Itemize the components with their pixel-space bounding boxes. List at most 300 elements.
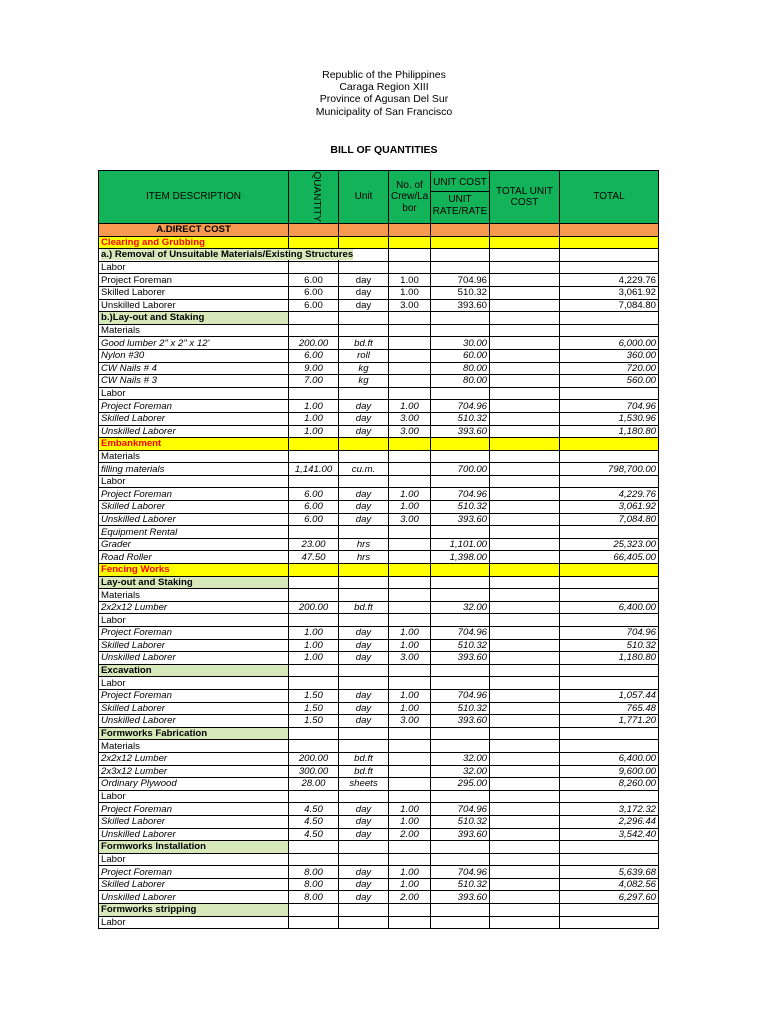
item-description-cell: Formworks stripping <box>99 904 289 917</box>
total-unit-cost-cell <box>490 639 560 652</box>
table-row <box>99 752 659 765</box>
quantity-cell: 4.50 <box>289 828 339 841</box>
item-description-cell: 2x3x12 Lumber <box>99 765 289 778</box>
total-cell: 9,600.00 <box>560 765 659 778</box>
total-cell <box>560 576 659 589</box>
item-description-cell: Road Roller <box>99 551 289 564</box>
item-description-cell: Lay-out and Staking <box>99 576 289 589</box>
item-description-cell: Materials <box>99 740 289 753</box>
header-line-region: Caraga Region XIII <box>339 81 429 94</box>
total-cell: 1,771.20 <box>560 715 659 728</box>
quantity-cell <box>289 677 339 690</box>
table-row <box>99 815 659 828</box>
unit-rate-cell: 704.96 <box>431 803 490 816</box>
unit-rate-cell <box>431 324 490 337</box>
item-description-cell: Formworks Fabrication <box>99 727 289 740</box>
item-description-cell: Project Foreman <box>99 488 289 501</box>
total-unit-cost-cell <box>490 916 560 929</box>
unit-cell: day <box>339 627 389 640</box>
crew-cell: 1.00 <box>389 627 431 640</box>
crew-cell <box>389 362 431 375</box>
total-cell: 1,180.80 <box>560 652 659 665</box>
unit-cell: day <box>339 652 389 665</box>
total-unit-cost-cell <box>490 475 560 488</box>
quantity-cell <box>289 916 339 929</box>
header-unit: Unit <box>339 171 389 224</box>
table-row <box>99 664 659 677</box>
document-title: BILL OF QUANTITIES <box>330 144 438 156</box>
total-unit-cost-cell <box>490 274 560 287</box>
total-unit-cost-cell <box>490 349 560 362</box>
quantity-cell: 1.50 <box>289 715 339 728</box>
total-unit-cost-cell <box>490 564 560 577</box>
crew-cell <box>389 261 431 274</box>
table-row <box>99 400 659 413</box>
total-cell: 1,057.44 <box>560 689 659 702</box>
unit-rate-cell <box>431 727 490 740</box>
total-cell <box>560 438 659 451</box>
item-description-cell: Skilled Laborer <box>99 878 289 891</box>
crew-cell <box>389 450 431 463</box>
quantity-cell <box>289 740 339 753</box>
item-description-cell: Project Foreman <box>99 274 289 287</box>
item-description-cell: Labor <box>99 677 289 690</box>
crew-cell: 1.00 <box>389 866 431 879</box>
unit-rate-cell <box>431 853 490 866</box>
unit-cell: roll <box>339 349 389 362</box>
total-cell <box>560 916 659 929</box>
crew-cell: 2.00 <box>389 828 431 841</box>
table-row <box>99 324 659 337</box>
item-description-cell: Project Foreman <box>99 689 289 702</box>
total-unit-cost-cell <box>490 702 560 715</box>
item-description-cell: Unskilled Laborer <box>99 652 289 665</box>
total-unit-cost-cell <box>490 576 560 589</box>
total-unit-cost-cell <box>490 853 560 866</box>
total-unit-cost-cell <box>490 324 560 337</box>
unit-rate-cell: 1,101.00 <box>431 538 490 551</box>
total-unit-cost-cell <box>490 513 560 526</box>
crew-cell: 3.00 <box>389 652 431 665</box>
quantity-cell: 47.50 <box>289 551 339 564</box>
unit-cell: day <box>339 891 389 904</box>
unit-cell <box>339 564 389 577</box>
crew-cell: 3.00 <box>389 299 431 312</box>
unit-cell <box>339 916 389 929</box>
total-unit-cost-cell <box>490 438 560 451</box>
crew-cell <box>389 853 431 866</box>
quantity-cell: 1.50 <box>289 702 339 715</box>
unit-cell <box>339 853 389 866</box>
unit-cell: day <box>339 815 389 828</box>
item-description-cell: Equipment Rental <box>99 526 289 539</box>
unit-rate-cell <box>431 438 490 451</box>
table-row <box>99 853 659 866</box>
total-unit-cost-cell <box>490 425 560 438</box>
unit-cell <box>339 677 389 690</box>
total-unit-cost-cell <box>490 249 560 262</box>
item-description-cell: Unskilled Laborer <box>99 425 289 438</box>
unit-rate-cell <box>431 249 490 262</box>
unit-cell: day <box>339 689 389 702</box>
unit-rate-cell: 704.96 <box>431 488 490 501</box>
quantity-cell: 6.00 <box>289 286 339 299</box>
item-description-cell: Unskilled Laborer <box>99 891 289 904</box>
quantity-cell: 1.00 <box>289 412 339 425</box>
unit-rate-cell: 393.60 <box>431 299 490 312</box>
table-row <box>99 501 659 514</box>
quantity-cell: 7.00 <box>289 375 339 388</box>
total-cell: 4,082.56 <box>560 878 659 891</box>
total-cell <box>560 589 659 602</box>
total-unit-cost-cell <box>490 841 560 854</box>
quantity-cell: 6.00 <box>289 488 339 501</box>
quantity-cell <box>289 475 339 488</box>
crew-cell <box>389 589 431 602</box>
quantity-cell: 8.00 <box>289 878 339 891</box>
item-description-cell: A.DIRECT COST <box>99 224 289 237</box>
unit-rate-cell: 32.00 <box>431 752 490 765</box>
item-description-cell: Unskilled Laborer <box>99 513 289 526</box>
unit-cell <box>339 589 389 602</box>
table-row <box>99 627 659 640</box>
unit-cell: hrs <box>339 538 389 551</box>
table-row <box>99 576 659 589</box>
total-cell <box>560 677 659 690</box>
total-cell <box>560 564 659 577</box>
unit-rate-cell: 700.00 <box>431 463 490 476</box>
quantity-cell: 23.00 <box>289 538 339 551</box>
item-description-cell: Good lumber 2" x 2" x 12' <box>99 337 289 350</box>
quantity-cell <box>289 312 339 325</box>
unit-rate-cell: 510.32 <box>431 412 490 425</box>
crew-cell: 1.00 <box>389 878 431 891</box>
unit-cell <box>339 387 389 400</box>
crew-cell <box>389 916 431 929</box>
total-unit-cost-cell <box>490 387 560 400</box>
total-unit-cost-cell <box>490 375 560 388</box>
crew-cell <box>389 677 431 690</box>
table-row <box>99 249 659 262</box>
quantity-cell <box>289 450 339 463</box>
quantity-cell: 28.00 <box>289 778 339 791</box>
table-row <box>99 727 659 740</box>
total-cell <box>560 904 659 917</box>
crew-cell <box>389 538 431 551</box>
unit-rate-cell <box>431 387 490 400</box>
total-unit-cost-cell <box>490 299 560 312</box>
quantity-cell: 4.50 <box>289 815 339 828</box>
item-description-cell: Skilled Laborer <box>99 412 289 425</box>
crew-cell: 1.00 <box>389 702 431 715</box>
unit-rate-cell <box>431 916 490 929</box>
unit-rate-cell <box>431 841 490 854</box>
total-unit-cost-cell <box>490 815 560 828</box>
unit-rate-cell: 393.60 <box>431 828 490 841</box>
crew-cell: 1.00 <box>389 400 431 413</box>
table-row <box>99 639 659 652</box>
unit-cell: bd.ft <box>339 337 389 350</box>
unit-cell <box>339 727 389 740</box>
unit-rate-cell: 32.00 <box>431 765 490 778</box>
total-cell: 720.00 <box>560 362 659 375</box>
unit-rate-cell <box>431 790 490 803</box>
total-cell <box>560 387 659 400</box>
quantity-cell <box>289 564 339 577</box>
table-row <box>99 488 659 501</box>
table-row <box>99 904 659 917</box>
crew-cell <box>389 551 431 564</box>
unit-rate-cell: 510.32 <box>431 286 490 299</box>
crew-cell <box>389 601 431 614</box>
item-description-cell: Unskilled Laborer <box>99 299 289 312</box>
item-description-cell: Labor <box>99 261 289 274</box>
total-cell: 704.96 <box>560 400 659 413</box>
table-row <box>99 538 659 551</box>
quantity-cell <box>289 841 339 854</box>
header-line-province: Province of Agusan Del Sur <box>319 93 449 106</box>
unit-rate-cell: 510.32 <box>431 501 490 514</box>
table-row <box>99 828 659 841</box>
total-cell: 3,172.32 <box>560 803 659 816</box>
item-description-cell: Excavation <box>99 664 289 677</box>
item-description-text: a.) Removal of Unsuitable Materials/Existing Structures <box>101 249 354 261</box>
item-description-cell: b.)Lay-out and Staking <box>99 312 289 325</box>
unit-cell: day <box>339 412 389 425</box>
total-unit-cost-cell <box>490 891 560 904</box>
item-description-cell: Grader <box>99 538 289 551</box>
unit-rate-cell <box>431 526 490 539</box>
table-row <box>99 475 659 488</box>
total-unit-cost-cell <box>490 752 560 765</box>
table-row <box>99 513 659 526</box>
unit-rate-cell: 704.96 <box>431 627 490 640</box>
table-row <box>99 412 659 425</box>
total-unit-cost-cell <box>490 652 560 665</box>
crew-cell: 2.00 <box>389 891 431 904</box>
item-description-cell: Skilled Laborer <box>99 501 289 514</box>
item-description-cell: Materials <box>99 589 289 602</box>
crew-cell <box>389 727 431 740</box>
crew-cell <box>389 664 431 677</box>
total-unit-cost-cell <box>490 538 560 551</box>
unit-cell <box>339 224 389 237</box>
unit-rate-cell: 1,398.00 <box>431 551 490 564</box>
total-cell <box>560 261 659 274</box>
quantity-cell <box>289 904 339 917</box>
item-description-cell: Labor <box>99 614 289 627</box>
table-row <box>99 274 659 287</box>
quantity-cell: 200.00 <box>289 601 339 614</box>
total-unit-cost-cell <box>490 236 560 249</box>
table-row <box>99 224 659 237</box>
table-header-row <box>99 171 659 224</box>
quantity-cell: 1,141.00 <box>289 463 339 476</box>
crew-cell <box>389 614 431 627</box>
quantity-cell: 1.00 <box>289 400 339 413</box>
total-unit-cost-cell <box>490 589 560 602</box>
unit-rate-cell <box>431 450 490 463</box>
total-cell <box>560 727 659 740</box>
unit-rate-cell: 704.96 <box>431 866 490 879</box>
crew-cell <box>389 904 431 917</box>
total-cell: 510.32 <box>560 639 659 652</box>
table-row <box>99 803 659 816</box>
item-description-cell: Project Foreman <box>99 803 289 816</box>
table-row <box>99 778 659 791</box>
crew-cell <box>389 337 431 350</box>
crew-cell <box>389 312 431 325</box>
quantity-cell: 1.00 <box>289 652 339 665</box>
quantity-cell: 6.00 <box>289 501 339 514</box>
table-row <box>99 450 659 463</box>
quantity-cell: 1.00 <box>289 425 339 438</box>
table-row <box>99 337 659 350</box>
total-unit-cost-cell <box>490 450 560 463</box>
unit-rate-cell: 393.60 <box>431 652 490 665</box>
quantity-cell <box>289 727 339 740</box>
table-row <box>99 601 659 614</box>
quantity-cell: 1.00 <box>289 639 339 652</box>
total-unit-cost-cell <box>490 337 560 350</box>
total-cell: 765.48 <box>560 702 659 715</box>
item-description-cell: Project Foreman <box>99 627 289 640</box>
total-cell: 7,084.80 <box>560 299 659 312</box>
unit-rate-cell <box>431 614 490 627</box>
unit-rate-cell: 704.96 <box>431 274 490 287</box>
quantity-cell <box>289 236 339 249</box>
quantity-cell <box>289 387 339 400</box>
total-cell: 8,260.00 <box>560 778 659 791</box>
unit-cell <box>339 526 389 539</box>
unit-rate-cell: 704.96 <box>431 689 490 702</box>
table-row <box>99 790 659 803</box>
quantity-cell: 200.00 <box>289 752 339 765</box>
unit-cell <box>339 664 389 677</box>
quantity-cell: 4.50 <box>289 803 339 816</box>
quantity-cell: 6.00 <box>289 299 339 312</box>
total-unit-cost-cell <box>490 551 560 564</box>
item-description-cell: Clearing and Grubbing <box>99 236 289 249</box>
header-line-municipality: Municipality of San Francisco <box>315 105 453 118</box>
quantity-cell <box>289 526 339 539</box>
table-row <box>99 891 659 904</box>
crew-cell <box>389 841 431 854</box>
total-cell <box>560 853 659 866</box>
total-unit-cost-cell <box>490 362 560 375</box>
quantity-cell: 8.00 <box>289 866 339 879</box>
item-description-cell: Ordinary Plywood <box>99 778 289 791</box>
quantity-cell: 1.00 <box>289 627 339 640</box>
unit-rate-cell: 393.60 <box>431 891 490 904</box>
total-unit-cost-cell <box>490 312 560 325</box>
total-unit-cost-cell <box>490 412 560 425</box>
unit-cell: hrs <box>339 551 389 564</box>
unit-cell: bd.ft <box>339 601 389 614</box>
total-cell: 66,405.00 <box>560 551 659 564</box>
total-unit-cost-cell <box>490 715 560 728</box>
unit-rate-cell <box>431 564 490 577</box>
total-unit-cost-cell <box>490 224 560 237</box>
table-row <box>99 362 659 375</box>
unit-cell: day <box>339 400 389 413</box>
item-description-cell: Labor <box>99 916 289 929</box>
table-row <box>99 375 659 388</box>
header-unit-cost <box>431 171 490 224</box>
unit-cell: kg <box>339 375 389 388</box>
item-description-cell: CW Nails # 3 <box>99 375 289 388</box>
crew-cell <box>389 387 431 400</box>
unit-cell <box>339 740 389 753</box>
item-description-cell: Materials <box>99 450 289 463</box>
crew-cell: 3.00 <box>389 513 431 526</box>
total-unit-cost-cell <box>490 627 560 640</box>
total-cell: 3,061.92 <box>560 501 659 514</box>
unit-cell: day <box>339 803 389 816</box>
quantity-cell <box>289 853 339 866</box>
quantity-cell: 6.00 <box>289 274 339 287</box>
crew-cell <box>389 324 431 337</box>
crew-cell <box>389 438 431 451</box>
total-cell <box>560 249 659 262</box>
table-row <box>99 677 659 690</box>
crew-cell <box>389 765 431 778</box>
item-description-cell <box>99 249 354 262</box>
unit-rate-cell: 295.00 <box>431 778 490 791</box>
unit-rate-cell <box>431 475 490 488</box>
crew-cell: 3.00 <box>389 425 431 438</box>
document-header <box>0 69 768 118</box>
unit-cell: day <box>339 639 389 652</box>
total-unit-cost-cell <box>490 727 560 740</box>
item-description-cell: Formworks Installation <box>99 841 289 854</box>
unit-rate-cell: 32.00 <box>431 601 490 614</box>
total-cell <box>560 324 659 337</box>
crew-cell: 1.00 <box>389 689 431 702</box>
quantity-cell <box>289 790 339 803</box>
total-cell: 6,297.60 <box>560 891 659 904</box>
crew-cell: 3.00 <box>389 412 431 425</box>
item-description-cell: 2x2x12 Lumber <box>99 601 289 614</box>
crew-cell <box>389 790 431 803</box>
unit-cell: day <box>339 702 389 715</box>
crew-cell <box>389 349 431 362</box>
total-cell: 1,180.80 <box>560 425 659 438</box>
unit-rate-cell <box>431 677 490 690</box>
quantity-cell: 300.00 <box>289 765 339 778</box>
unit-cell: day <box>339 286 389 299</box>
total-unit-cost-cell <box>490 601 560 614</box>
total-unit-cost-cell <box>490 501 560 514</box>
unit-cell <box>339 312 389 325</box>
item-description-cell: Labor <box>99 475 289 488</box>
unit-cell: day <box>339 513 389 526</box>
item-description-cell: filling materials <box>99 463 289 476</box>
unit-rate-cell: 80.00 <box>431 375 490 388</box>
table-row <box>99 614 659 627</box>
table-row <box>99 702 659 715</box>
total-cell <box>560 236 659 249</box>
table-row <box>99 261 659 274</box>
table-row <box>99 236 659 249</box>
table-row <box>99 589 659 602</box>
unit-rate-cell: 393.60 <box>431 715 490 728</box>
item-description-cell: Labor <box>99 853 289 866</box>
unit-cell: day <box>339 299 389 312</box>
unit-cell <box>339 790 389 803</box>
unit-cell: day <box>339 878 389 891</box>
crew-cell <box>389 752 431 765</box>
